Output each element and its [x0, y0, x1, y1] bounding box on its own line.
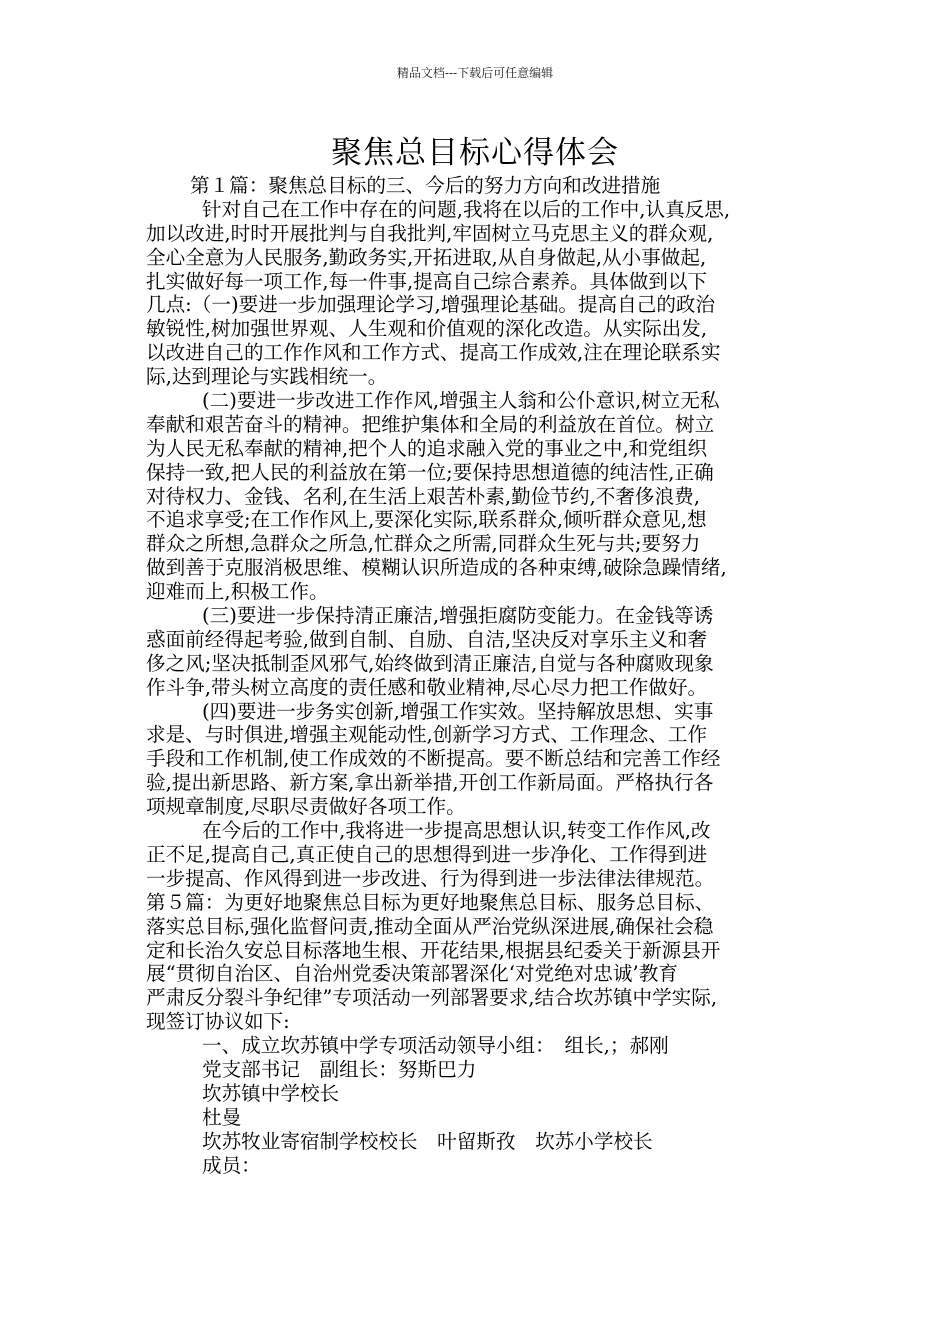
- text-line: 际,达到理论与实践相统一。: [146, 365, 388, 389]
- text-line: 保持一致,把人民的利益放在第一位;要保持思想道德的纯洁性,正确: [146, 460, 714, 484]
- text-line: 手段和工作机制,使工作成效的不断提高。要不断总结和完善工作经: [146, 747, 721, 771]
- text-line: 侈之风;坚决抵制歪风邪气,始终做到清正廉洁,自觉与各种腐败现象: [146, 651, 714, 675]
- text-line: 一、成立坎苏镇中学专项活动领导小组： 组长,；郝刚: [202, 1034, 669, 1058]
- text-line: 针对自己在工作中存在的问题,我将在以后的工作中,认真反思,: [202, 197, 731, 221]
- text-line: 成员：: [202, 1153, 261, 1177]
- text-line: 正不足,提高自己,真正使自己的思想得到进一步净化、工作得到进: [146, 842, 708, 866]
- text-line: 坎苏牧业寄宿制学校校长 叶留斯孜 坎苏小学校长: [202, 1129, 653, 1153]
- text-line: 项规章制度,尽职尽责做好各项工作。: [146, 795, 466, 819]
- text-line: 在今后的工作中,我将进一步提高思想认识,转变工作作风,改: [202, 819, 711, 843]
- text-line: 为人民无私奉献的精神,把个人的追求融入党的事业之中,和党组织: [146, 436, 708, 460]
- text-line: 第５篇：为更好地聚焦总目标为更好地聚焦总目标、服务总目标、: [146, 890, 715, 914]
- text-line: 现签订协议如下:: [146, 1010, 290, 1034]
- text-line: 定和长治久安总目标落地生根、开花结果,根据县纪委关于新源县开: [146, 938, 721, 962]
- text-line: 惑面前经得起考验,做到自制、自励、自洁,坚决反对享乐主义和奢: [146, 627, 708, 651]
- text-line: 坎苏镇中学校长: [202, 1081, 340, 1105]
- text-line: 党支部书记 副组长：努斯巴力: [202, 1057, 477, 1081]
- text-line: (三)要进一步保持清正廉洁,增强拒腐防变能力。在金钱等诱: [202, 604, 714, 628]
- text-line: 对待权力、金钱、名利,在生活上艰苦朴素,勤俭节约,不奢侈浪费,: [146, 484, 700, 508]
- text-line: 杜曼: [202, 1105, 242, 1129]
- text-line: (二)要进一步改进工作作风,增强主人翁和公仆意识,树立无私: [202, 389, 720, 413]
- text-line: 群众之所想,急群众之所急,忙群众之所需,同群众生死与共;要努力: [146, 532, 701, 556]
- text-line: 以改进自己的工作作风和工作方式、提高工作成效,注在理论联系实: [146, 341, 721, 365]
- text-line: 加以改进,时时开展批判与自我批判,牢固树立马克思主义的群众观,: [146, 221, 714, 245]
- page-header: 精品文档---下载后可任意编辑: [396, 66, 554, 80]
- text-line: 不追求享受;在工作作风上,要深化实际,联系群众,倾听群众意见,想: [146, 508, 707, 532]
- text-line: 验,提出新思路、新方案,拿出新举措,开创工作新局面。严格执行各: [146, 771, 714, 795]
- text-line: 一步提高、作风得到进一步改进、行为得到进一步法律法律规范。: [146, 866, 715, 890]
- document-body: [146, 174, 818, 1177]
- text-line: 敏锐性,树加强世界观、人生观和价值观的深化改造。从实际出发,: [146, 317, 708, 341]
- text-line: 严肃反分裂斗争纪律”专项活动一列部署要求,结合坎苏镇中学实际,: [146, 986, 718, 1010]
- text-line: 求是、与时俱进,增强主观能动性,创新学习方式、工作理念、工作: [146, 723, 708, 747]
- text-line: 扎实做好每一项工作,每一件事,提高自己综合素养。具体做到以下: [146, 269, 708, 293]
- text-line: 展“贯彻自治区、自治州党委决策部署深化‘对党绝对忠诚’教育: [146, 962, 678, 986]
- text-line: 落实总目标,强化监督问责,推动全面从严治党纵深进展,确保社会稳: [146, 914, 714, 938]
- text-line: 做到善于克服消极思维、模糊认识所造成的各种束缚,破除急躁情绪,: [146, 556, 727, 580]
- text-line: 作斗争,带头树立高度的责任感和敬业精神,尽心尽力把工作做好。: [146, 675, 708, 699]
- document-title: 聚焦总目标心得体会: [331, 135, 619, 171]
- text-line: 几点:（一)要进一步加强理论学习,增强理论基础。提高自己的政治: [146, 293, 716, 317]
- text-line: 迎难而上,积极工作。: [146, 580, 329, 604]
- text-line: 第１篇：聚焦总目标的三、今后的努力方向和改进措施: [190, 174, 661, 197]
- text-line: 全心全意为人民服务,勤政务实,开拓进取,从自身做起,从小事做起,: [146, 245, 707, 269]
- text-line: (四)要进一步务实创新,增强工作实效。坚持解放思想、实事: [202, 699, 714, 723]
- text-line: 奉献和艰苦奋斗的精神。把维护集体和全局的利益放在首位。树立: [146, 412, 715, 436]
